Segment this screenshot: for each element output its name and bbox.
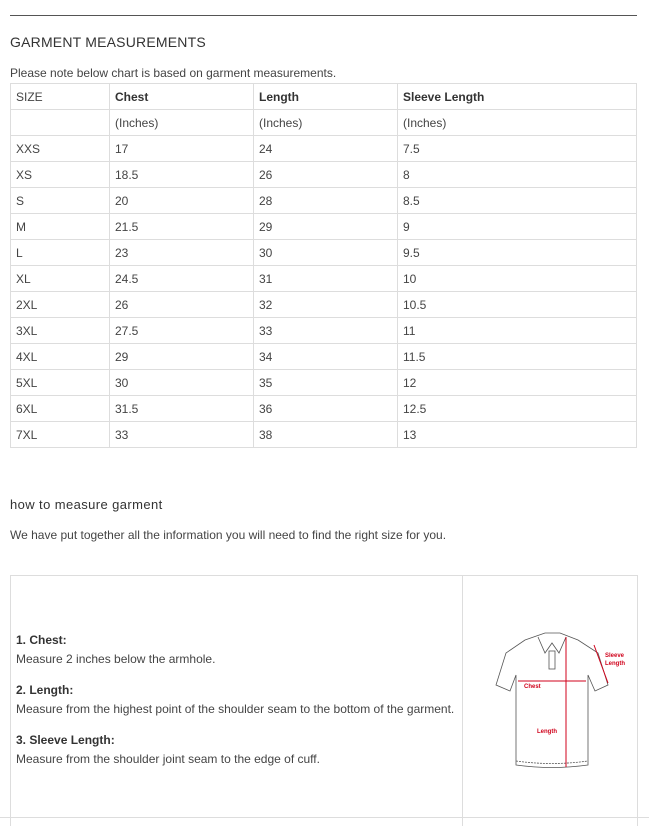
sleeve-label-2: Length	[605, 661, 625, 667]
size-chart-table	[10, 83, 637, 448]
table-cell: 35	[254, 370, 398, 396]
table-cell: 38	[254, 422, 398, 448]
chest-label: Chest	[524, 684, 541, 690]
step-text: Measure from the shoulder joint seam to the edge of cuff.	[16, 752, 320, 766]
step-text: Measure 2 inches below the armhole.	[16, 652, 216, 666]
table-cell: 2XL	[11, 292, 110, 318]
table-cell: XS	[11, 162, 110, 188]
table-cell: 8	[398, 162, 637, 188]
table-cell: (Inches)	[110, 110, 254, 136]
table-cell: 5XL	[11, 370, 110, 396]
table-cell: L	[11, 240, 110, 266]
table-cell: Length	[254, 84, 398, 110]
table-cell: (Inches)	[398, 110, 637, 136]
table-row	[11, 318, 637, 344]
table-row	[11, 292, 637, 318]
top-divider	[10, 15, 637, 16]
table-cell: 28	[254, 188, 398, 214]
table-row	[11, 370, 637, 396]
how-to-measure-intro: We have put together all the information you will need to find the right size for you.	[10, 528, 447, 542]
length-label: Length	[537, 729, 557, 735]
table-cell: 30	[254, 240, 398, 266]
step-title: 3. Sleeve Length:	[16, 733, 115, 747]
step-title: 1. Chest:	[16, 633, 67, 647]
table-row	[11, 344, 637, 370]
table-cell: 21.5	[110, 214, 254, 240]
table-cell: 33	[254, 318, 398, 344]
step-chest	[16, 631, 454, 669]
table-row	[11, 266, 637, 292]
table-row	[11, 240, 637, 266]
table-cell: 29	[110, 344, 254, 370]
table-row	[11, 84, 637, 110]
step-length	[16, 681, 454, 719]
table-cell: 11	[398, 318, 637, 344]
table-cell: 3XL	[11, 318, 110, 344]
table-cell: 24.5	[110, 266, 254, 292]
table-cell: 32	[254, 292, 398, 318]
table-cell: 31.5	[110, 396, 254, 422]
table-cell: 6XL	[11, 396, 110, 422]
column-divider	[462, 576, 463, 826]
step-title: 2. Length:	[16, 683, 74, 697]
table-cell: 36	[254, 396, 398, 422]
table-cell: 27.5	[110, 318, 254, 344]
table-cell: 26	[254, 162, 398, 188]
how-to-measure-title: how to measure garment	[10, 497, 163, 512]
table-cell: S	[11, 188, 110, 214]
table-cell: M	[11, 214, 110, 240]
table-cell: 26	[110, 292, 254, 318]
table-cell: 12.5	[398, 396, 637, 422]
table-cell: 17	[110, 136, 254, 162]
table-cell: 18.5	[110, 162, 254, 188]
table-cell: (Inches)	[254, 110, 398, 136]
table-row	[11, 396, 637, 422]
polo-shirt-diagram	[470, 625, 640, 775]
table-cell: 33	[110, 422, 254, 448]
table-cell: 29	[254, 214, 398, 240]
table-row	[11, 214, 637, 240]
table-cell: 31	[254, 266, 398, 292]
table-cell: 9.5	[398, 240, 637, 266]
page-title: GARMENT MEASUREMENTS	[10, 34, 206, 50]
table-cell: 11.5	[398, 344, 637, 370]
table-cell: 10	[398, 266, 637, 292]
sleeve-label-1: Sleeve	[605, 653, 625, 659]
table-cell: 34	[254, 344, 398, 370]
table-cell: 4XL	[11, 344, 110, 370]
step-sleeve	[16, 731, 454, 769]
table-cell: 8.5	[398, 188, 637, 214]
measure-steps	[16, 631, 454, 781]
table-cell: SIZE	[11, 84, 110, 110]
bottom-divider	[0, 817, 649, 818]
table-cell: XXS	[11, 136, 110, 162]
table-row	[11, 162, 637, 188]
table-cell	[11, 110, 110, 136]
table-row	[11, 188, 637, 214]
table-cell: 9	[398, 214, 637, 240]
table-cell: 20	[110, 188, 254, 214]
table-cell: Sleeve Length	[398, 84, 637, 110]
table-cell: 24	[254, 136, 398, 162]
table-cell: 7XL	[11, 422, 110, 448]
table-cell: 12	[398, 370, 637, 396]
chart-note: Please note below chart is based on garment measurements.	[10, 66, 337, 80]
table-cell: 23	[110, 240, 254, 266]
table-row	[11, 422, 637, 448]
table-cell: XL	[11, 266, 110, 292]
table-cell: Chest	[110, 84, 254, 110]
table-cell: 7.5	[398, 136, 637, 162]
table-cell: 13	[398, 422, 637, 448]
step-text: Measure from the highest point of the shoulder seam to the bottom of the garment.	[16, 702, 455, 716]
table-row	[11, 136, 637, 162]
table-cell: 10.5	[398, 292, 637, 318]
table-cell: 30	[110, 370, 254, 396]
table-row	[11, 110, 637, 136]
